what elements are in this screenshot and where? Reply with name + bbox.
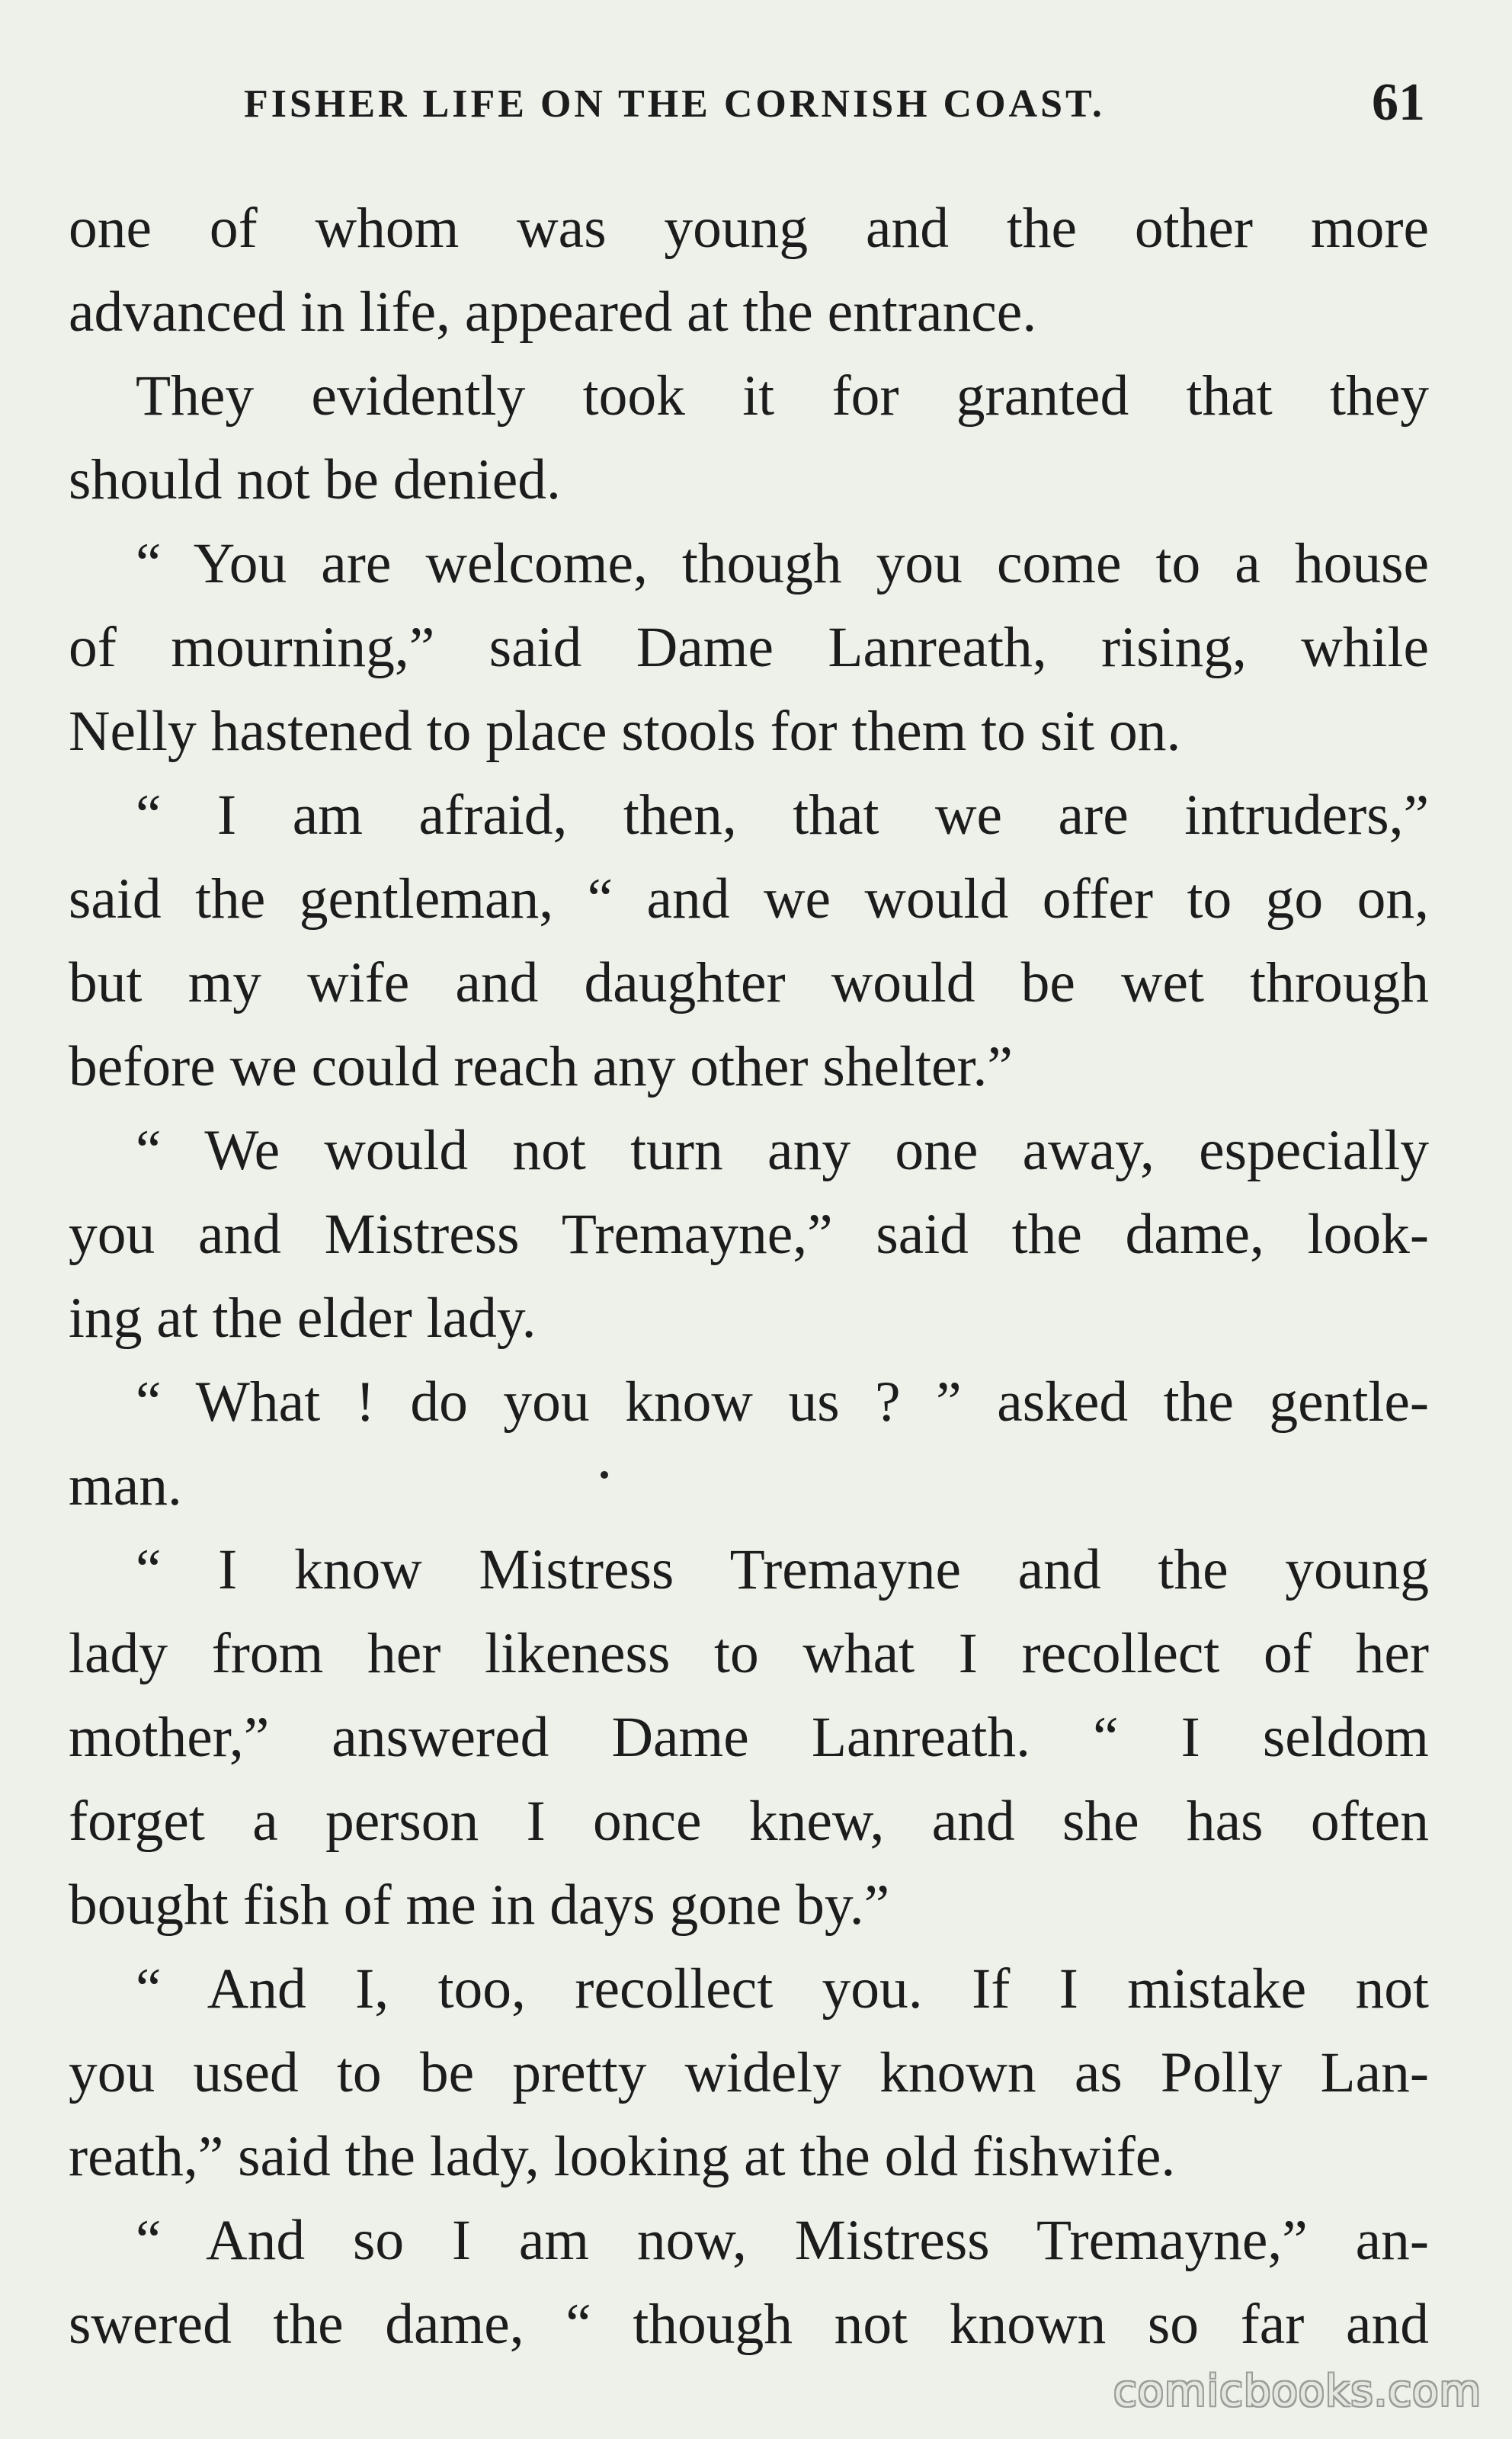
text-line: swered the dame, “ though not known so far and: [69, 2293, 1429, 2356]
text-line: man.: [69, 1454, 182, 1518]
text-line: “ We would not turn any one away, especially: [136, 1119, 1429, 1182]
body-text: [69, 187, 1429, 2367]
text-line: reath,” said the lady, looking at the old fishwife.: [69, 2125, 1176, 2188]
text-line: said the gentleman, “ and we would offer to go on,: [69, 867, 1429, 931]
text-line: mother,” answered Dame Lanreath. “ I seldom: [69, 1706, 1429, 1769]
text-line: ing at the elder lady.: [69, 1287, 537, 1350]
text-line: “ I am afraid, then, that we are intruders,”: [136, 784, 1429, 847]
text-line: should not be denied.: [69, 448, 561, 511]
text-line: but my wife and daughter would be wet through: [69, 951, 1429, 1014]
text-line: “ And I, too, recollect you. If I mistake not: [136, 1957, 1429, 2021]
page-header: [244, 72, 1425, 141]
text-line: “ I know Mistress Tremayne and the young: [136, 1538, 1429, 1601]
text-line: “ What ! do you know us ? ” asked the gentle-: [136, 1370, 1429, 1434]
text-line: one of whom was young and the other more: [69, 197, 1429, 260]
text-line: lady from her likeness to what I recollect of her: [69, 1622, 1429, 1685]
ink-speck: [601, 1471, 608, 1479]
text-line: “ You are welcome, though you come to a house: [136, 532, 1429, 595]
text-line: of mourning,” said Dame Lanreath, rising, while: [69, 616, 1429, 679]
text-line: before we could reach any other shelter.”: [69, 1035, 1013, 1098]
text-line: Nelly hastened to place stools for them to sit on.: [69, 700, 1181, 763]
page-number: 61: [1372, 73, 1425, 132]
running-title: FISHER LIFE ON THE CORNISH COAST.: [244, 82, 1105, 126]
text-line: you and Mistress Tremayne,” said the dame, look-: [69, 1203, 1429, 1266]
text-line: bought fish of me in days gone by.”: [69, 1873, 890, 1937]
text-line: you used to be pretty widely known as Polly Lan-: [69, 2041, 1429, 2104]
text-line: They evidently took it for granted that they: [136, 364, 1429, 428]
watermark-logo: comicbooks.com: [1113, 2367, 1482, 2416]
text-line: advanced in life, appeared at the entrance.: [69, 280, 1037, 344]
text-line: “ And so I am now, Mistress Tremayne,” an-: [136, 2209, 1429, 2272]
text-line: forget a person I once knew, and she has often: [69, 1790, 1429, 1853]
